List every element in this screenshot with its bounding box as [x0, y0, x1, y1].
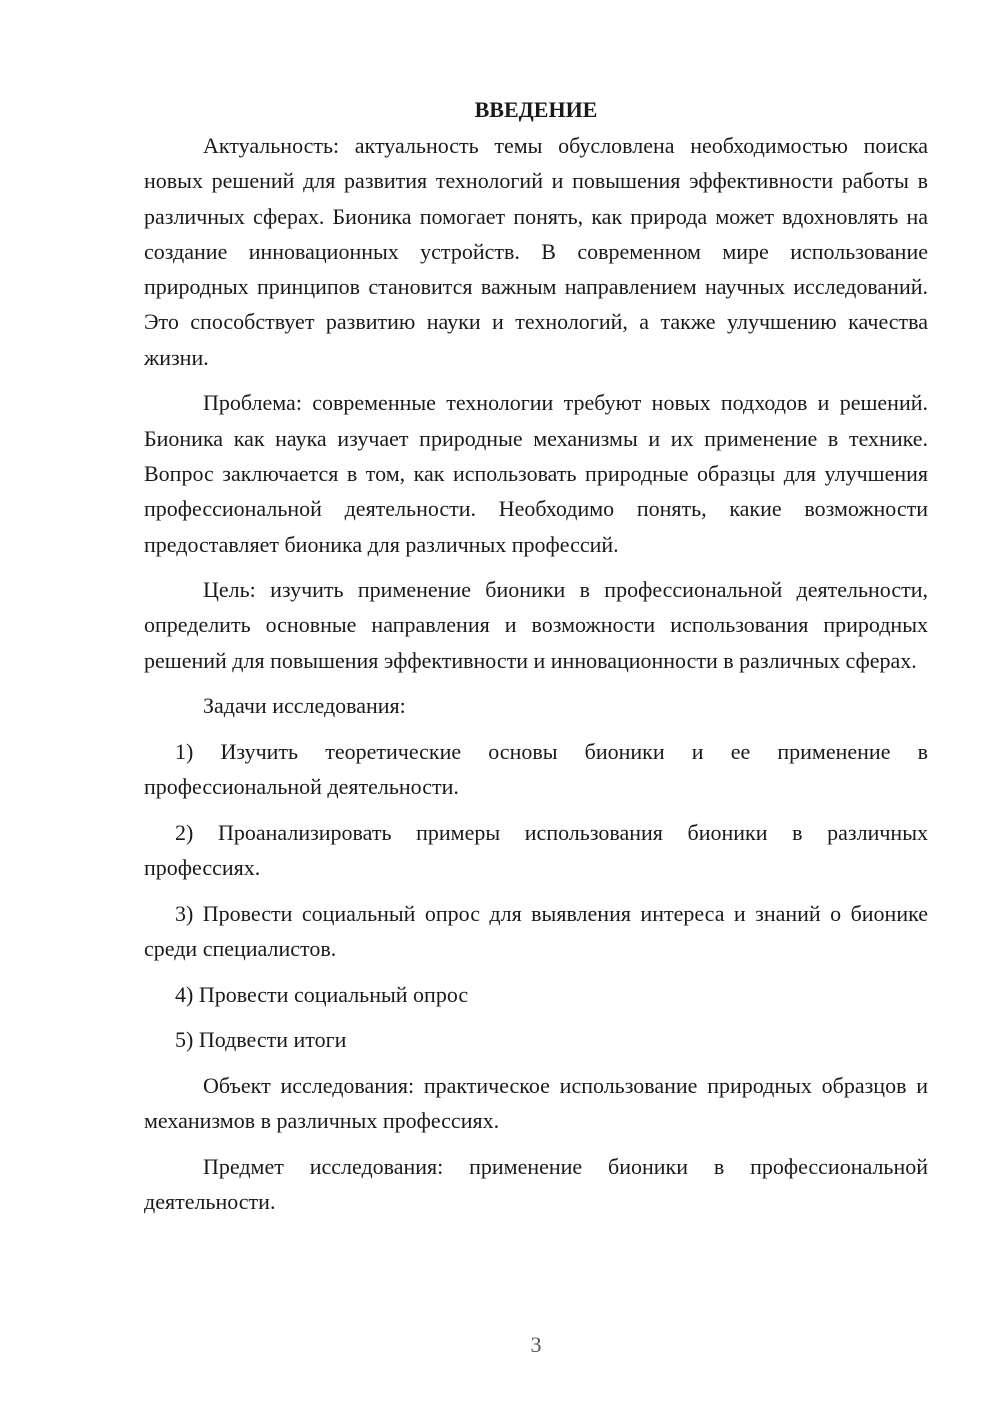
task-item-3: 3) Провести социальный опрос для выявления интереса и знаний о бионике среди специалистов.: [144, 900, 928, 962]
task-list: [144, 734, 928, 1058]
tasks-heading: Задачи исследования:: [203, 693, 406, 719]
task-item-4: 4) Провести социальный опрос: [175, 981, 469, 1007]
page-title: ВВЕДЕНИЕ: [474, 97, 598, 122]
task-item-5: 5) Подвести итоги: [175, 1027, 347, 1053]
paragraph-subject: Предмет исследования: применение бионики в профессиональной деятельности.: [144, 1153, 928, 1214]
paragraph-relevance: Актуальность: актуальность темы обусловлена необходимостью поиска новых решений для развития технологий и повышения эффективности работы в различных сферах. Бионика помогает понять, как природа может вдохновлять на создание инновационных устройств. В современном мире использование природных принципов становится важным направлением научных исследований. Это способствует развитию науки и технологий, а также улучшению качества жизни.: [144, 133, 928, 370]
task-item-2: 2) Проанализировать примеры использования бионики в различных профессиях.: [144, 819, 928, 881]
document-page: [144, 92, 928, 1230]
paragraph-problem: Проблема: современные технологии требуют новых подходов и решений. Бионика как наука изучает природные механизмы и их применение в технике. Вопрос заключается в том, как использовать природные образцы для улучшения профессиональной деятельности. Необходимо понять, какие возможности предоставляет бионика для различных профессий.: [144, 390, 928, 557]
task-item-1: 1) Изучить теоретические основы бионики и ее применение в профессиональной деятельности.: [144, 738, 928, 800]
paragraph-object: Объект исследования: практическое использование природных образцов и механизмов в различных профессиях.: [144, 1072, 928, 1134]
paragraph-goal: Цель: изучить применение бионики в профессиональной деятельности, определить основные направления и возможности использования природных решений для повышения эффективности и инновационности в различных сферах.: [144, 577, 928, 673]
page-number: 3: [530, 1332, 542, 1357]
